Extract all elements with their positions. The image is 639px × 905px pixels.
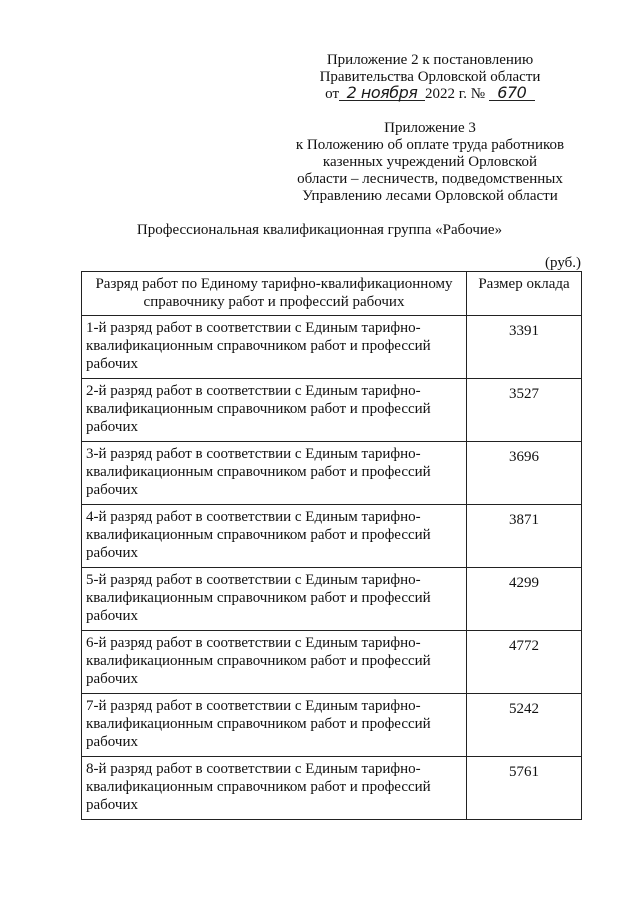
salary-value: 3871 bbox=[467, 505, 582, 568]
annex-line: Приложение 2 к постановлению bbox=[326, 52, 534, 68]
grade-description: 2-й разряд работ в соответствии с Единым тарифно-квалификационным справочником работ и профессий рабочих bbox=[82, 379, 467, 442]
appendix-line: Приложение 3 bbox=[384, 120, 476, 136]
resolution-date-line bbox=[300, 83, 560, 103]
grade-description: 3-й разряд работ в соответствии с Единым тарифно-квалификационным справочником работ и профессий рабочих bbox=[82, 442, 467, 505]
date-prefix: от bbox=[325, 86, 340, 102]
table-row bbox=[82, 442, 582, 505]
grade-description: 7-й разряд работ в соответствии с Единым тарифно-квалификационным справочником работ и профессий рабочих bbox=[82, 694, 467, 757]
salary-value: 3391 bbox=[467, 316, 582, 379]
salary-value: 5242 bbox=[467, 694, 582, 757]
salary-value: 4299 bbox=[467, 568, 582, 631]
salary-table bbox=[81, 271, 582, 820]
grade-description: 5-й разряд работ в соответствии с Единым тарифно-квалификационным справочником работ и профессий рабочих bbox=[82, 568, 467, 631]
table-header-row bbox=[82, 272, 582, 316]
column-header-grade: Разряд работ по Единому тарифно-квалификационному справочнику работ и профессий рабочих bbox=[82, 272, 467, 316]
grade-description: 1-й разряд работ в соответствии с Единым тарифно-квалификационным справочником работ и профессий рабочих bbox=[82, 316, 467, 379]
currency-units: (руб.) bbox=[545, 255, 581, 271]
column-header-salary: Размер оклада bbox=[467, 272, 582, 316]
table-row bbox=[82, 316, 582, 379]
salary-value: 4772 bbox=[467, 631, 582, 694]
annex-line: Правительства Орловской области bbox=[319, 69, 541, 85]
handwritten-date: 2 ноября bbox=[339, 86, 425, 101]
salary-value: 5761 bbox=[467, 757, 582, 820]
table-row bbox=[82, 379, 582, 442]
appendix-line: казенных учреждений Орловской bbox=[322, 154, 538, 170]
appendix-line: к Положению об оплате труда работников bbox=[295, 137, 565, 153]
grade-description: 4-й разряд работ в соответствии с Единым тарифно-квалификационным справочником работ и профессий рабочих bbox=[82, 505, 467, 568]
appendix-line: области – лесничеств, подведомственных bbox=[297, 171, 563, 187]
grade-description: 6-й разряд работ в соответствии с Единым тарифно-квалификационным справочником работ и профессий рабочих bbox=[82, 631, 467, 694]
table-row bbox=[82, 505, 582, 568]
table-row bbox=[82, 757, 582, 820]
appendix-line: Управлению лесами Орловской области bbox=[302, 188, 558, 204]
table-row bbox=[82, 694, 582, 757]
table-row bbox=[82, 631, 582, 694]
salary-value: 3527 bbox=[467, 379, 582, 442]
salary-value: 3696 bbox=[467, 442, 582, 505]
date-year: 2022 г. № bbox=[425, 86, 486, 102]
table-row bbox=[82, 568, 582, 631]
grade-description: 8-й разряд работ в соответствии с Единым тарифно-квалификационным справочником работ и профессий рабочих bbox=[82, 757, 467, 820]
handwritten-number: 670 bbox=[489, 86, 535, 101]
annex-header bbox=[300, 52, 560, 103]
group-title: Профессиональная квалификационная группа «Рабочие» bbox=[136, 222, 503, 238]
appendix-header bbox=[290, 120, 570, 205]
